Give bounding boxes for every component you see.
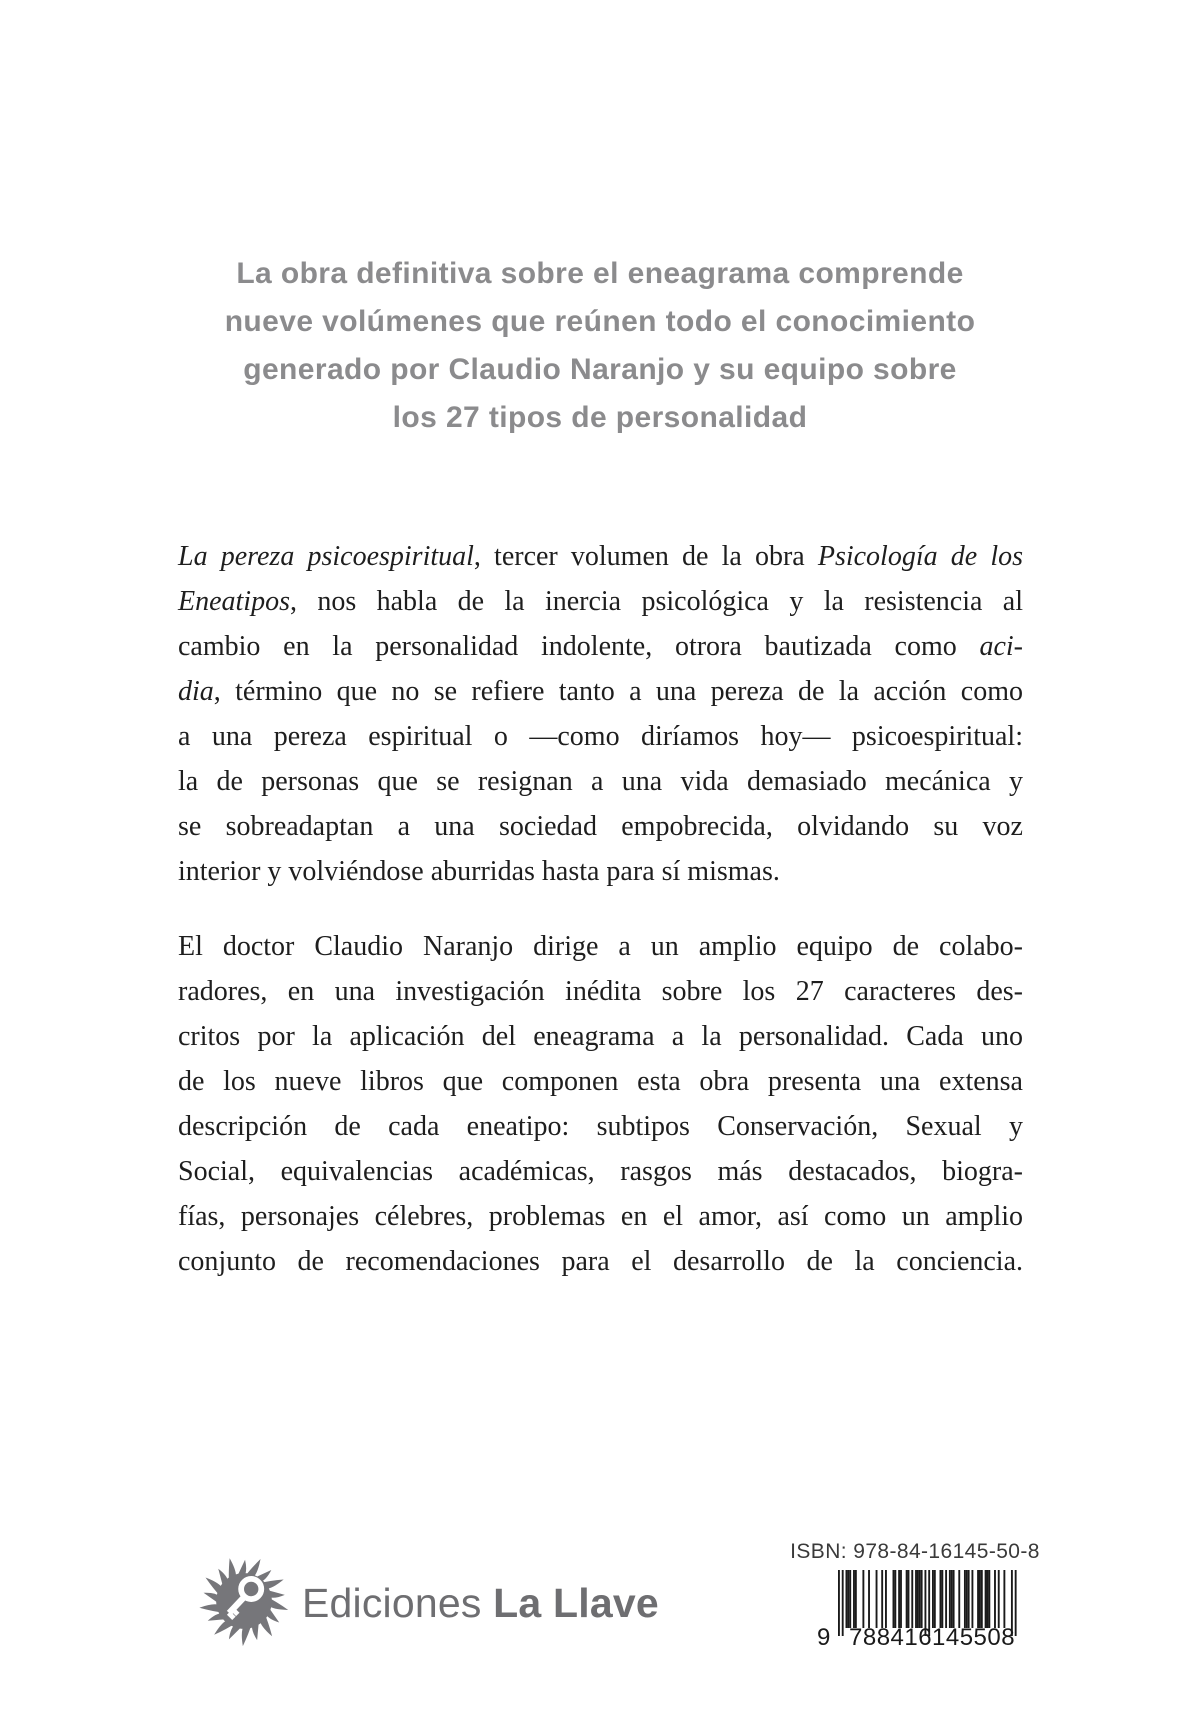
- synopsis-line: a una pereza espiritual o —como diríamos hoy— psicoespiritual:: [178, 721, 1023, 752]
- tagline: [0, 250, 1200, 442]
- synopsis-line: la de personas que se resignan a una vida demasiado mecánica y: [178, 766, 1023, 797]
- synopsis-line: critos por la aplicación del eneagrama a la personalidad. Cada uno: [178, 1021, 1023, 1052]
- tagline-line: generado por Claudio Naranjo y su equipo sobre: [243, 353, 957, 386]
- barcode-digit-group: 9: [817, 1624, 831, 1651]
- synopsis-line: dia, término que no se refiere tanto a una pereza de la acción como: [178, 676, 1023, 707]
- publisher-logo-sun-key-icon: [196, 1553, 292, 1649]
- synopsis-line: Eneatipos, nos habla de la inercia psicológica y la resistencia al: [178, 586, 1023, 617]
- synopsis-paragraph: [178, 924, 1023, 1284]
- synopsis-line: de los nueve libros que componen esta obra presenta una extensa: [178, 1066, 1023, 1097]
- synopsis-line: cambio en la personalidad indolente, otrora bautizada como aci-: [178, 631, 1023, 662]
- barcode-digit-group: 788416: [849, 1624, 933, 1651]
- synopsis-line: interior y volviéndose aburridas hasta para sí mismas.: [178, 856, 780, 887]
- tagline-line: nueve volúmenes que reúnen todo el conocimiento: [224, 305, 976, 338]
- synopsis-line: fías, personajes célebres, problemas en el amor, así como un amplio: [178, 1201, 1023, 1232]
- synopsis-line: El doctor Claudio Naranjo dirige a un amplio equipo de colabo-: [178, 931, 1023, 962]
- publisher-name-ediciones: Ediciones: [302, 1580, 482, 1626]
- synopsis-line: radores, en una investigación inédita sobre los 27 caracteres des-: [178, 976, 1023, 1007]
- synopsis-line: conjunto de recomendaciones para el desarrollo de la conciencia.: [178, 1246, 1023, 1277]
- tagline-line: los 27 tipos de personalidad: [392, 401, 808, 434]
- synopsis-line: se sobreadaptan a una sociedad empobrecida, olvidando su voz: [178, 811, 1023, 842]
- publisher-name-la-llave: La Llave: [493, 1580, 659, 1626]
- synopsis-line: La pereza psicoespiritual, tercer volumen de la obra Psicología de los: [178, 541, 1023, 572]
- tagline-line: La obra definitiva sobre el eneagrama comprende: [236, 257, 964, 290]
- synopsis-paragraph: [178, 534, 1023, 894]
- synopsis-line: descripción de cada eneatipo: subtipos Conservación, Sexual y: [178, 1111, 1023, 1142]
- isbn-label: ISBN: 978-84-16145-50-8: [790, 1540, 1040, 1563]
- synopsis-line: Social, equivalencias académicas, rasgos más destacados, biogra-: [178, 1156, 1023, 1187]
- barcode-digit-group: 145508: [932, 1624, 1016, 1651]
- synopsis: [178, 534, 1023, 1314]
- publisher-name: [302, 1580, 659, 1626]
